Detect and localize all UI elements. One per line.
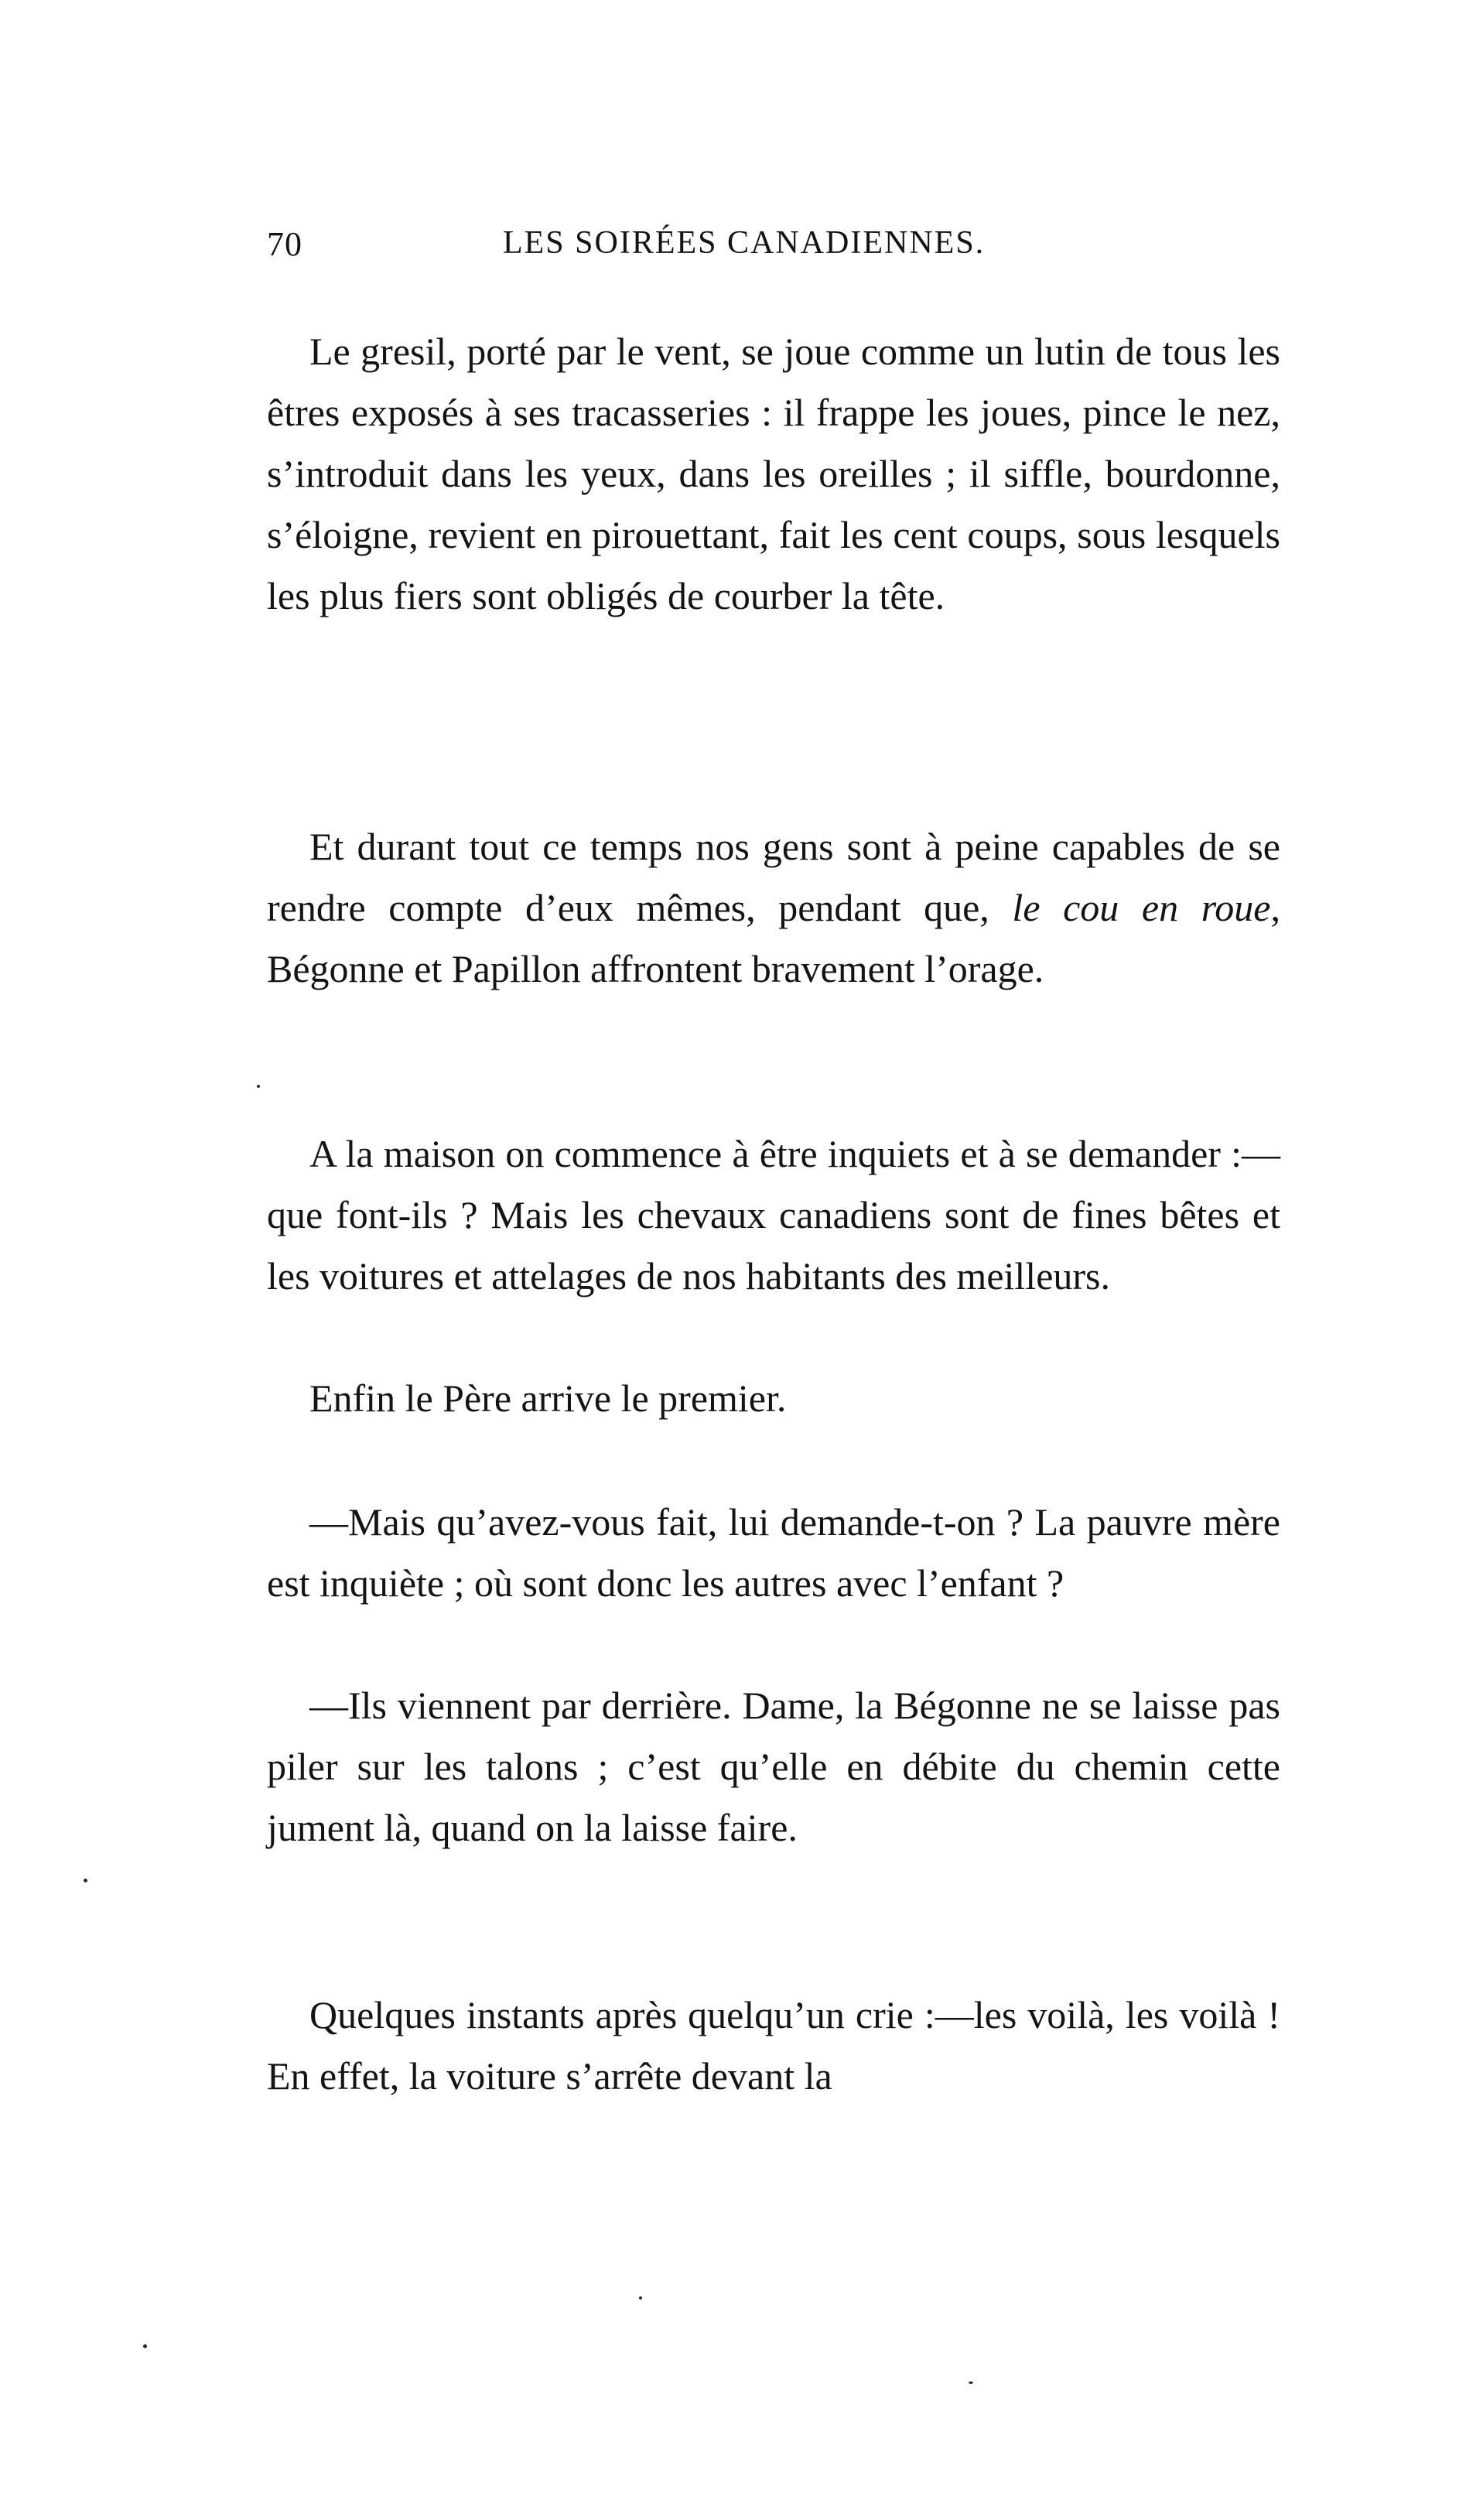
ink-speck bbox=[639, 2296, 642, 2299]
italic-phrase: le cou en roue bbox=[1012, 886, 1271, 929]
ink-speck bbox=[969, 2382, 973, 2384]
paragraph-maison: A la maison on commence à être inquiets et à se demander :—que font-ils ? Mais les chevaux canadiens sont de fines bêtes et les voitures et attelages de nos habitants des meilleurs. bbox=[267, 1132, 1280, 1298]
paragraph-dialogue-answer: —Ils viennent par derrière. Dame, la Bégonne ne se laisse pas piler sur les talons ; c’est qu’elle en débite du chemin cette jument là, quand on la laisse faire. bbox=[267, 1684, 1280, 1849]
page-header bbox=[267, 224, 1280, 271]
paragraph-text: , Bégonne et Papillon affrontent bravement l’orage. bbox=[267, 886, 1280, 990]
ink-speck bbox=[143, 2344, 147, 2348]
paragraph-text: Et durant tout ce temps nos gens sont à peine capables de se rendre compte d’eux mêmes, pendant que, bbox=[267, 825, 1280, 929]
page-number: 70 bbox=[267, 225, 302, 263]
paragraph-durant bbox=[267, 816, 1280, 1000]
running-title: LES SOIRÉES CANADIENNES. bbox=[503, 225, 986, 261]
ink-speck bbox=[257, 1085, 260, 1088]
paragraph-dialogue-question: —Mais qu’avez-vous fait, lui demande-t-on ? La pauvre mère est inquiète ; où sont donc les autres avec l’enfant ? bbox=[267, 1500, 1280, 1605]
paragraph-quelques-instants: Quelques instants après quelqu’un crie :—les voilà, les voilà ! En effet, la voiture s’arrête devant la bbox=[267, 1993, 1280, 2098]
paragraph-gresil: Le gresil, porté par le vent, se joue comme un lutin de tous les êtres exposés à ses tracasseries : il frappe les joues, pince le nez, s’introduit dans les yeux, dans les oreilles ; il siffle, bourdonne, s’éloigne, revient en pirouettant, fait les cent coups, sous lesquels les plus fiers sont obligés de courber la tête. bbox=[267, 330, 1280, 617]
paragraph-pere-arrive: Enfin le Père arrive le premier. bbox=[309, 1376, 787, 1420]
ink-speck bbox=[84, 1879, 87, 1882]
